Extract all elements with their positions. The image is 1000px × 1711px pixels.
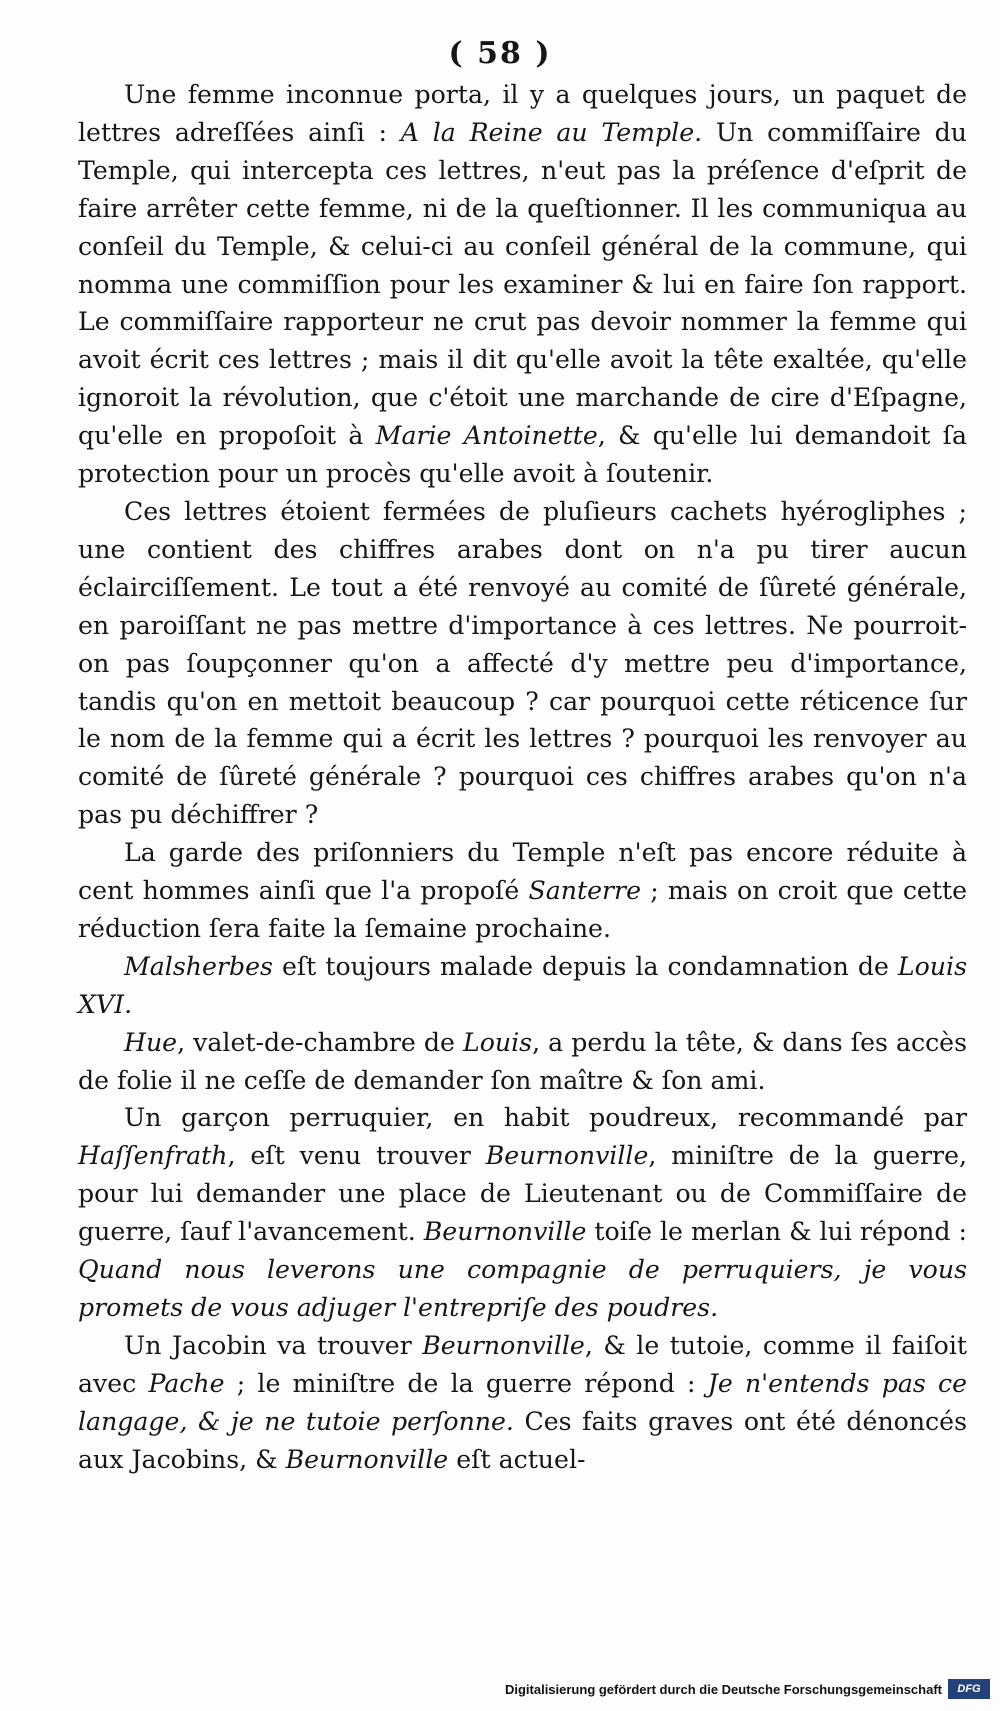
- italic-run: Beurnonville: [422, 1330, 585, 1360]
- footer: [0, 1675, 1000, 1701]
- text-run: , eſt venu trouver: [227, 1141, 486, 1171]
- italic-run: Quand nous leverons une compagnie de perruquiers, je vous promets de vous adjuger l'entrepriſe des poudres.: [78, 1255, 967, 1322]
- funding-note: Digitalisierung gefördert durch die Deutsche Forschungsgemeinschaft: [504, 1682, 942, 1697]
- paragraph: [78, 948, 967, 1024]
- italic-run: Beurnonville: [485, 1141, 649, 1171]
- text-run: ; le miniſtre de la guerre répond :: [224, 1368, 708, 1398]
- text-run: , miniſtre de la guerre, pour lui demander une place de Lieutenant ou de Commiſſaire de guerre, ſauf l'avancement.: [78, 1141, 967, 1247]
- text-run: Un Jacobin va trouver: [124, 1330, 423, 1360]
- italic-run: Louis: [462, 1027, 533, 1057]
- text-run: ; mais on croit que cette réduction ſera faite la ſemaine prochaine.: [78, 876, 967, 943]
- text-run: , valet-de-chambre de: [177, 1027, 463, 1057]
- text-run: eſt toujours malade depuis la condamnation de: [272, 951, 898, 981]
- paragraph: [78, 1099, 967, 1326]
- paragraph: [78, 834, 967, 948]
- text-run: toiſe le merlan & lui répond :: [586, 1217, 967, 1247]
- italic-run: Pache: [148, 1368, 225, 1398]
- italic-run: Je n'entends pas ce langage, & je ne tutoie perſonne.: [78, 1368, 967, 1436]
- italic-run: Beurnonville: [285, 1444, 449, 1474]
- text-run: Ces faits graves ont été dénoncés aux Jacobins, &: [78, 1406, 967, 1474]
- paragraph: [78, 493, 967, 834]
- italic-run: Malsherbes: [124, 951, 273, 981]
- text-run: Un commiſſaire du Temple, qui intercepta ces lettres, n'eut pas la préſence d'eſprit de faire arrêter cette femme, ni de la queſtionner. Il les communiqua au conſeil du Temple, & celui-ci au conſeil général de la commune, qui nomma une commiſſion pour les examiner & lui en faire ſon rapport. Le commiſſaire rapporteur ne crut pas devoir nommer la femme qui avoit écrit ces lettres ; mais il dit qu'elle avoit la tête exaltée, qu'elle ignoroit la révolution, que c'étoit une marchande de cire d'Eſpagne, qu'elle en propoſoit à: [78, 117, 967, 451]
- text-run: , & qu'elle lui demandoit ſa protection pour un procès qu'elle avoit à ſoutenir.: [78, 421, 967, 489]
- dfg-logo: DFG: [948, 1679, 990, 1699]
- text-run: , & le tutoie, comme il faiſoit avec: [78, 1330, 967, 1398]
- text-run: eſt actuel-: [448, 1444, 586, 1474]
- italic-run: Beurnonville: [423, 1217, 587, 1247]
- italic-run: Hue: [124, 1027, 178, 1057]
- italic-run: A la Reine au Temple.: [400, 117, 703, 147]
- text-run: Un garçon perruquier, en habit poudreux, recommandé par: [124, 1103, 967, 1133]
- italic-run: Haſſenfrath: [78, 1141, 228, 1171]
- paragraph: [78, 1024, 967, 1100]
- italic-run: Santerre: [528, 876, 641, 906]
- italic-run: Marie Antoinette: [375, 421, 598, 451]
- text-run: La garde des priſonniers du Temple n'eſt pas encore réduite à cent hommes ainſi que l'a propoſé: [78, 838, 967, 906]
- paragraph: [78, 1327, 967, 1479]
- body-text: [78, 76, 967, 1479]
- text-run: Ces lettres étoient fermées de pluſieurs cachets hyérogliphes ; une contient des chiffres arabes dont on n'a pu tirer aucun éclairciſſement. Le tout a été renvoyé au comité de ſûreté générale, en paroiſſant ne pas mettre d'importance à ces lettres. Ne pourroit-on pas ſoupçonner qu'on a affecté d'y mettre peu d'importance, tandis qu'on en mettoit beaucoup ? car pourquoi cette réticence ſur le nom de la femme qui a écrit les lettres ? pourquoi les renvoyer au comité de ſûreté générale ? pourquoi ces chiffres arabes qu'on n'a pas pu déchiffrer ?: [78, 496, 967, 830]
- paragraph: [78, 76, 967, 493]
- text-run: Une femme inconnue porta, il y a quelques jours, un paquet de lettres adreſſées ainſi :: [78, 80, 967, 147]
- page-number: ( 58 ): [448, 36, 552, 71]
- italic-run: Louis XVI.: [78, 951, 967, 1019]
- text-run: , a perdu la tête, & dans ſes accès de folie il ne ceſſe de demander ſon maître & ſon ami.: [78, 1027, 968, 1095]
